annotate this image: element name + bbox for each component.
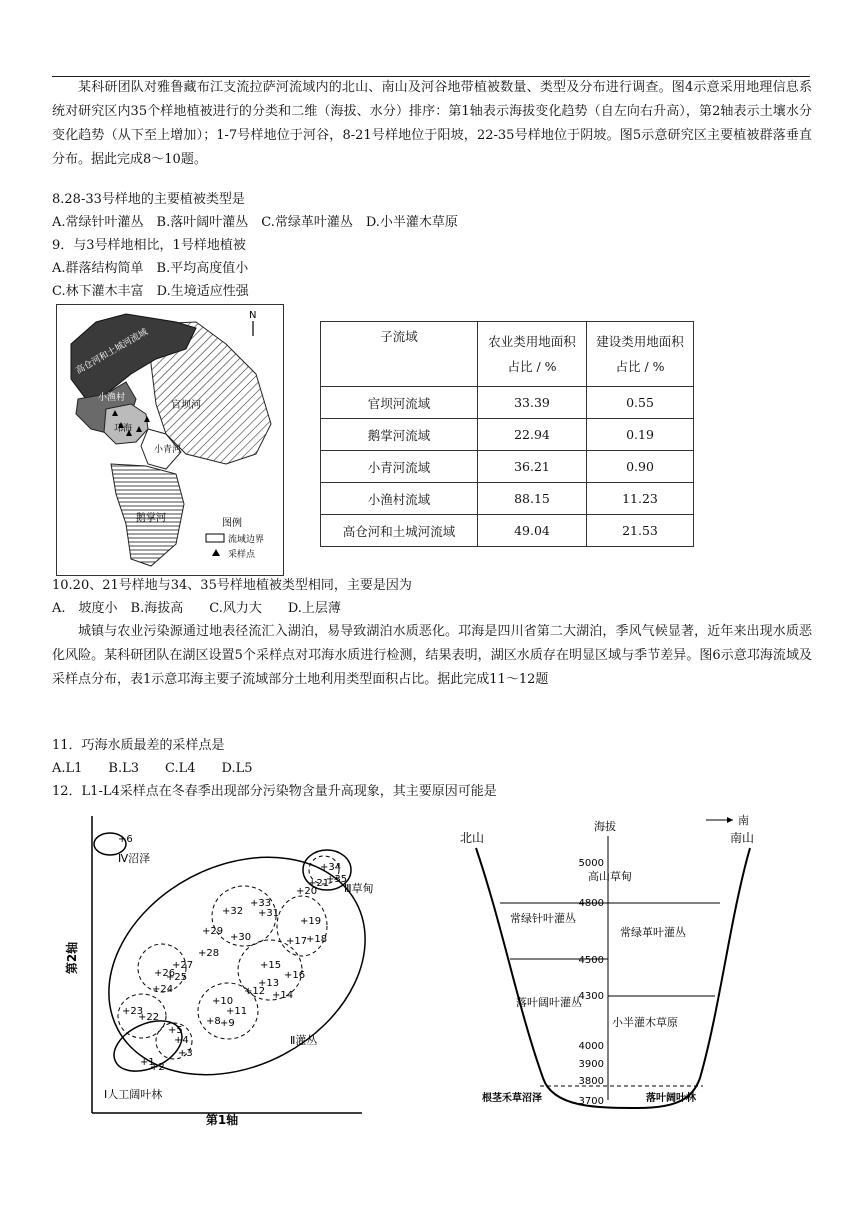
table-header-cell <box>478 322 587 387</box>
q12-stem: 12．L1-L4采样点在冬春季出现部分污染物含量升高现象，其主要原因可能是 <box>52 784 497 799</box>
q9-options-2: C.林下灌木丰富 D.生境适应性强 <box>52 284 249 299</box>
north-mountain-label: 北山 <box>460 831 485 845</box>
y-axis-label: 第2轴 <box>65 941 79 975</box>
table-header-cell <box>321 322 478 387</box>
sample-point-label: +11 <box>226 1006 248 1017</box>
sample-point-label: +22 <box>138 1012 160 1023</box>
legend-point-icon <box>212 549 220 556</box>
table-cell: 鹅掌河流域 <box>321 419 478 451</box>
valley-profile <box>476 848 750 1108</box>
sample-point-label: +32 <box>222 906 244 917</box>
sample-point-label: +1 <box>140 1057 155 1068</box>
sample-point-label: +23 <box>122 1006 144 1017</box>
q8-options: A.常绿针叶灌丛 B.落叶阔叶灌丛 C.常绿革叶灌丛 D.小半灌木草原 <box>52 215 458 230</box>
south-arrowhead-icon <box>727 817 733 823</box>
zone-evergreen-conifer: 常绿针叶灌丛 <box>510 912 576 925</box>
q11-stem: 11．巧海水质最差的采样点是 <box>52 738 225 753</box>
tick-3700: 3700 <box>578 1096 604 1107</box>
q8-stem: 8.28-33号样地的主要植被类型是 <box>52 192 245 207</box>
table-cell: 0.90 <box>587 451 694 483</box>
table-row <box>321 515 694 547</box>
table-header-cell <box>587 322 694 387</box>
sample-point-label: +35 <box>326 874 348 885</box>
header-unit: 占比 / % <box>615 359 665 374</box>
sample-point-label: +19 <box>300 916 322 927</box>
group-label-meadow: Ⅲ草甸 <box>344 882 374 895</box>
sample-point-label: +24 <box>152 984 174 995</box>
q9-stem: 9．与3号样地相比，1号样地植被 <box>52 238 246 253</box>
header-unit: 占比 / % <box>507 359 557 374</box>
table-cell: 0.55 <box>587 387 694 419</box>
map-label-ezhang: 鹅掌河 <box>136 513 166 524</box>
altitude-label: 海拔 <box>594 820 616 833</box>
tick-4800: 4800 <box>578 898 604 909</box>
qionghai-map <box>56 304 284 576</box>
south-arrow-label: 南 <box>738 814 749 827</box>
table-cell: 高仓河和土城河流域 <box>321 515 478 547</box>
q11-options: A.L1 B.L3 C.L4 D.L5 <box>52 761 253 776</box>
sample-point-label: +5 <box>168 1025 183 1036</box>
tick-3900: 3900 <box>578 1059 604 1070</box>
table-cell: 11.23 <box>587 483 694 515</box>
sample-point-label: +20 <box>296 886 318 897</box>
table-cell: 小渔村流域 <box>321 483 478 515</box>
map-label-qionghai: 邛海 <box>114 424 133 434</box>
q10-options: A. 坡度小 B.海拔高 C.风力大 D.上层薄 <box>52 601 341 616</box>
map-label-guanba: 官坝河 <box>171 400 201 411</box>
table-row <box>321 419 694 451</box>
tick-5000: 5000 <box>578 858 604 869</box>
sample-point-label: +8 <box>206 1016 221 1027</box>
tick-4300: 4300 <box>578 991 604 1002</box>
group-label-shrub: Ⅱ灌丛 <box>290 1034 318 1047</box>
table-cell: 88.15 <box>478 483 587 515</box>
tick-4000: 4000 <box>578 1041 604 1052</box>
sample-point-label: +4 <box>174 1035 189 1046</box>
table-row <box>321 483 694 515</box>
zone-deciduous-forest: 落叶阔叶林 <box>646 1093 696 1104</box>
ordination-figure <box>62 808 392 1126</box>
table-cell: 22.94 <box>478 419 587 451</box>
sample-point-label: +31 <box>258 908 280 919</box>
sample-point-label: +28 <box>198 948 220 959</box>
zone-evergreen-leathery: 常绿革叶灌丛 <box>620 926 686 939</box>
sample-point-label: +3 <box>178 1048 193 1059</box>
intro-paragraph: 某科研团队对雅鲁藏布江支流拉萨河流域内的北山、南山及河谷地带植被数量、类型及分布进行调查。图4示意采用地理信息系统对研究区内35个样地植被进行的分类和二维（海拔、水分）排序：第1轴表示海拔变化趋势（自左向右升高），第2轴表示土壤水分变化趋势（从下至上增加）；1-7号样地位于河谷，8-21号样地位于阳坡，22-35号样地位于阴坡。图5示意研究区主要植被群落垂直分布。据此完成8～10题。 <box>52 80 812 167</box>
x-axis-label: 第1轴 <box>205 1113 239 1126</box>
map-label-gaocang: 高仓河和土城河流域 <box>74 327 150 377</box>
sample-point-label: +29 <box>202 926 224 937</box>
sample-point-label: +30 <box>230 932 252 943</box>
sample-point-label: +10 <box>212 996 234 1007</box>
second-paragraph: 城镇与农业污染源通过地表径流汇入湖泊，易导致湖泊水质恶化。邛海是四川省第二大湖泊，季风气候显著，近年来出现水质恶化风险。某科研团队在湖区设置5个采样点对邛海水质进行检测，结果表明，湖区水质存在明显区域与季节差异。图6示意邛海流域及采样点分布，表1示意邛海主要子流域部分土地利用类型面积占比。据此完成11～12题 <box>52 624 812 687</box>
table-row <box>321 451 694 483</box>
q9-options-1: A.群落结构简单 B.平均高度值小 <box>52 261 249 276</box>
table-cell: 官坝河流域 <box>321 387 478 419</box>
table-cell: 小青河流域 <box>321 451 478 483</box>
sample-point-label: +25 <box>166 972 188 983</box>
map-label-xiaoyucun: 小渔村 <box>98 393 126 403</box>
south-mountain-label: 南山 <box>730 831 755 845</box>
legend-boundary-icon <box>206 534 224 542</box>
sample-point-label: +14 <box>272 990 294 1001</box>
sample-point-label: +2 <box>150 1062 165 1073</box>
sample-point-label: +27 <box>172 960 194 971</box>
header-text: 建设类用地面积 <box>596 334 684 349</box>
tick-4500: 4500 <box>578 955 604 966</box>
legend-boundary-label: 流域边界 <box>228 535 265 545</box>
sample-point-label: +33 <box>250 898 272 909</box>
zone-swamp: 根茎禾草沼泽 <box>482 1093 542 1104</box>
land-use-table <box>320 321 694 547</box>
sample-point-label: +15 <box>260 960 282 971</box>
table-cell: 33.39 <box>478 387 587 419</box>
sample-point-label: +34 <box>320 862 342 873</box>
group-label-plantation: Ⅰ人工阔叶林 <box>104 1088 163 1101</box>
sample-point-label: +18 <box>306 934 328 945</box>
q10-stem: 10.20、21号样地与34、35号样地植被类型相同，主要是因为 <box>52 578 412 593</box>
vertical-zonation-figure <box>448 808 768 1118</box>
zone-steppe: 小半灌木草原 <box>612 1016 678 1029</box>
map-label-xiaoqing: 小青河 <box>154 445 182 455</box>
table-cell: 36.21 <box>478 451 587 483</box>
header-text: 农业类用地面积 <box>488 334 576 349</box>
north-label: N <box>249 310 257 321</box>
sample-point-label: +21 <box>308 878 330 889</box>
zone-deciduous-shrub: 落叶阔叶灌丛 <box>516 996 582 1009</box>
sample-point-label: +16 <box>284 970 306 981</box>
sample-point-label: +13 <box>258 978 280 989</box>
table-row <box>321 387 694 419</box>
header-text: 子流域 <box>380 329 418 344</box>
legend-title: 图例 <box>222 518 242 529</box>
sample-point-label: +12 <box>244 986 266 997</box>
legend-point-label: 采样点 <box>228 550 256 560</box>
group-label-swamp: Ⅳ沼泽 <box>118 852 151 865</box>
sample-point-label: +6 <box>118 834 133 845</box>
sample-point-label: +26 <box>154 968 176 979</box>
table-cell: 49.04 <box>478 515 587 547</box>
tick-3800: 3800 <box>578 1076 604 1087</box>
zone-alpine-meadow: 高山草甸 <box>588 870 632 883</box>
table-header-row <box>321 322 694 387</box>
sample-point-label: +9 <box>220 1018 235 1029</box>
sample-point-label: +17 <box>286 936 308 947</box>
table-cell: 0.19 <box>587 419 694 451</box>
table-cell: 21.53 <box>587 515 694 547</box>
